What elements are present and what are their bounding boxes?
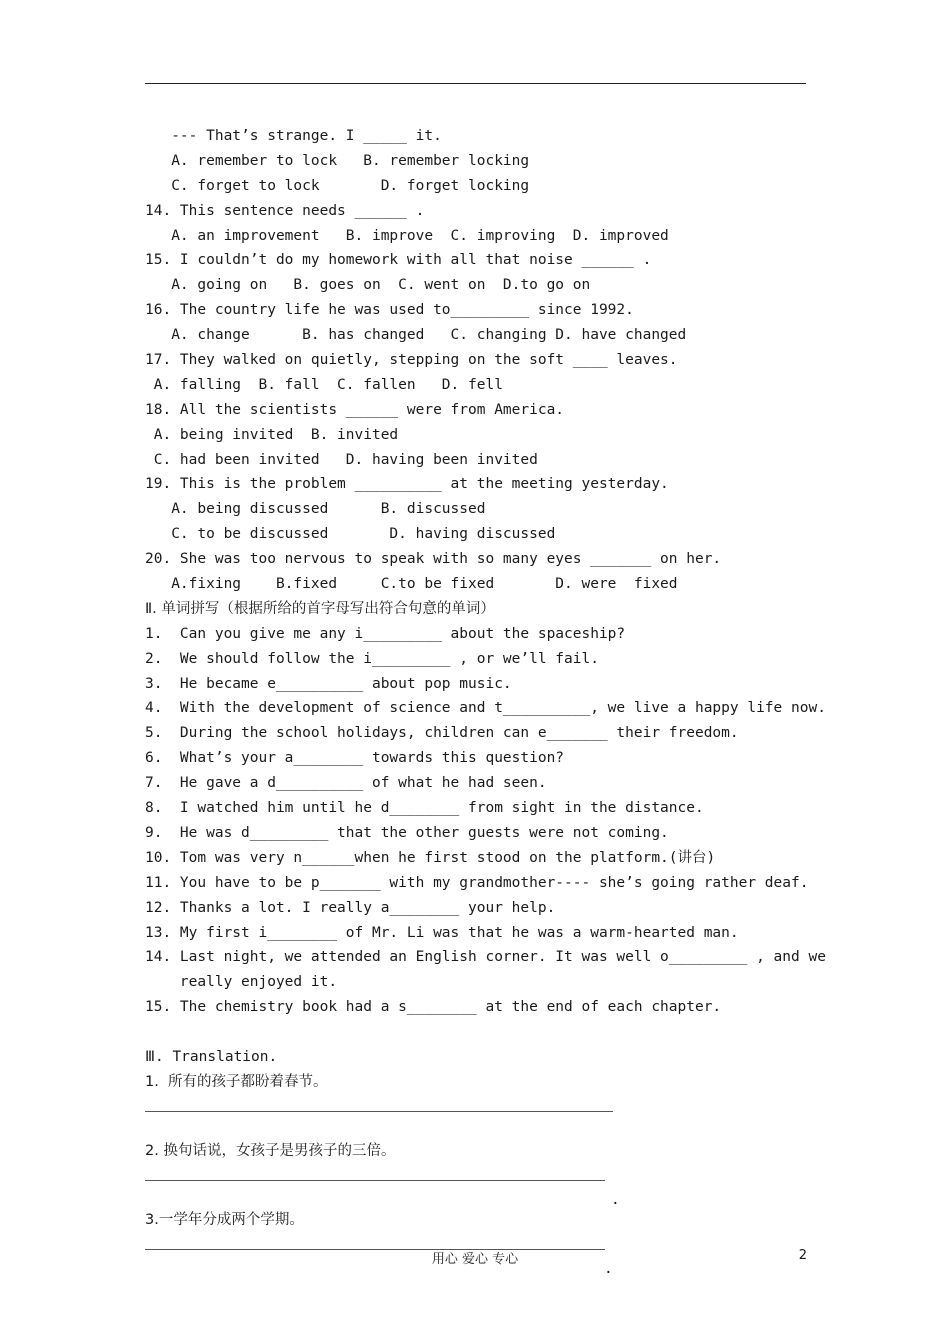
spelling-line: really enjoyed it.: [145, 974, 338, 991]
spelling-line: 10. Tom was very n______when he first stood on the platform.(讲台): [145, 849, 716, 866]
question-line: A. an improvement B. improve C. improving D. improved: [145, 227, 669, 244]
answer-line-1[interactable]: [145, 1111, 810, 1139]
question-line: A. going on B. goes on C. went on D.to go on: [145, 277, 591, 294]
multiple-choice-section: [145, 124, 810, 597]
spelling-line: 1. Can you give me any i_________ about the spaceship?: [145, 625, 626, 642]
spelling-line: 4. With the development of science and t__________, we live a happy life now.: [145, 700, 826, 717]
question-line: A. falling B. fall C. fallen D. fell: [145, 376, 503, 393]
spelling-section: [145, 622, 826, 1020]
spelling-line: 14. Last night, we attended an English corner. It was well o_________ , and we: [145, 949, 826, 966]
section2-title: Ⅱ. 单词拼写（根据所给的首字母写出符合句意的单词）: [145, 600, 495, 617]
question-line: 14. This sentence needs ______ .: [145, 202, 425, 219]
question-line: A. change B. has changed C. changing D. have changed: [145, 327, 687, 344]
question-line: A. remember to lock B. remember locking: [145, 152, 530, 169]
question-line: 16. The country life he was used to_________ since 1992.: [145, 302, 634, 319]
spacer: [145, 1020, 810, 1045]
question-line: 18. All the scientists ______ were from America.: [145, 401, 565, 418]
question-line: 15. I couldn’t do my homework with all that noise ______ .: [145, 252, 652, 269]
spelling-line: 9. He was d_________ that the other guests were not coming.: [145, 824, 669, 841]
question-line: A.fixing B.fixed C.to be fixed D. were fixed: [145, 576, 678, 593]
section3-title: Ⅲ. Translation.: [145, 1048, 278, 1065]
page-number: 2: [798, 1248, 807, 1263]
spelling-line: 3. He became e__________ about pop music.: [145, 675, 512, 692]
header-rule: [145, 83, 806, 84]
question-line: A. being invited B. invited: [145, 426, 399, 443]
footer-text: 用心 爱心 专心: [431, 1252, 519, 1267]
spelling-line: 7. He gave a d__________ of what he had seen.: [145, 775, 547, 792]
answer-line-2[interactable]: [145, 1180, 810, 1208]
question-line: A. being discussed B. discussed: [145, 501, 486, 518]
answer-end-3: .: [604, 1260, 613, 1277]
spelling-line: 12. Thanks a lot. I really a________ your help.: [145, 899, 556, 916]
spelling-line: 13. My first i________ of Mr. Li was that he was a warm-hearted man.: [145, 924, 739, 941]
question-line: C. to be discussed D. having discussed: [145, 526, 556, 543]
spelling-line: 15. The chemistry book had a s________ at the end of each chapter.: [145, 999, 722, 1016]
question-line: 17. They walked on quietly, stepping on the soft ____ leaves.: [145, 352, 678, 369]
question-line: 19. This is the problem __________ at the meeting yesterday.: [145, 476, 669, 493]
question-line: 20. She was too nervous to speak with so many eyes _______ on her.: [145, 551, 722, 568]
question-line: --- That’s strange. I _____ it.: [145, 128, 442, 144]
answer-end-2: .: [611, 1191, 620, 1208]
spelling-line: 6. What’s your a________ towards this question?: [145, 750, 565, 767]
translation-question-1: 1. 所有的孩子都盼着春节。: [145, 1073, 328, 1090]
page-content: [145, 124, 826, 1277]
translation-question-3: 3.一学年分成两个学期。: [145, 1211, 304, 1228]
question-line: C. forget to lock D. forget locking: [145, 177, 530, 194]
spelling-line: 5. During the school holidays, children can e_______ their freedom.: [145, 725, 739, 742]
spelling-line: 11. You have to be p_______ with my grandmother---- she’s going rather deaf.: [145, 874, 809, 891]
spelling-line: 2. We should follow the i_________ , or we’ll fail.: [145, 650, 599, 667]
question-line: C. had been invited D. having been invited: [145, 451, 538, 468]
spelling-line: 8. I watched him until he d________ from sight in the distance.: [145, 800, 704, 817]
translation-question-2: 2. 换句话说，女孩子是男孩子的三倍。: [145, 1142, 396, 1159]
